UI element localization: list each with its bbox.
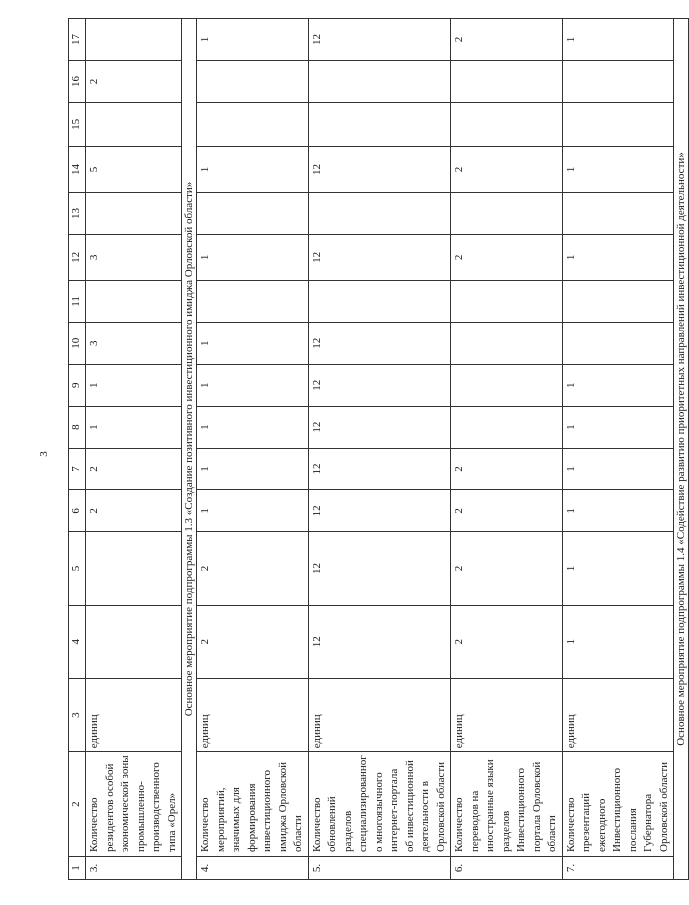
value-cell: 12 (308, 19, 451, 61)
value-cell (308, 102, 451, 146)
value-cell: 1 (197, 364, 309, 406)
value-cell: 1 (562, 532, 674, 605)
unit-cell: единиц (451, 678, 563, 751)
value-cell (197, 102, 309, 146)
header-cell: 8 (69, 406, 86, 448)
value-cell: 1 (562, 490, 674, 532)
value-cell: 2 (197, 532, 309, 605)
value-cell: 12 (308, 490, 451, 532)
value-cell (197, 192, 309, 234)
header-cell: 5 (69, 532, 86, 605)
value-cell (562, 322, 674, 364)
value-cell: 1 (562, 364, 674, 406)
value-cell (308, 192, 451, 234)
table-row (197, 19, 309, 880)
value-cell: 1 (562, 448, 674, 490)
value-cell (86, 192, 182, 234)
indicator-name: Количество презентаций ежегодного Инвестиционного послания Губернатора Орловской области (562, 752, 674, 857)
value-cell: 2 (451, 532, 563, 605)
value-cell (86, 605, 182, 678)
value-cell: 1 (86, 364, 182, 406)
value-cell: 12 (308, 322, 451, 364)
value-cell (86, 19, 182, 61)
value-cell: 1 (197, 448, 309, 490)
value-cell (451, 61, 563, 103)
header-row (69, 19, 86, 880)
value-cell: 12 (308, 406, 451, 448)
header-cell: 11 (69, 280, 86, 322)
indicator-name: Количество резидентов особой экономической зоны промышленно-производственного типа «Орел» (86, 752, 182, 857)
section-row (674, 19, 689, 880)
rotated-table-container (68, 18, 687, 880)
value-cell (562, 102, 674, 146)
header-cell: 4 (69, 605, 86, 678)
value-cell: 2 (197, 605, 309, 678)
header-cell: 2 (69, 752, 86, 857)
value-cell (308, 61, 451, 103)
indicator-name: Количество обновлений разделов специализированного многоязычного интернет-портала об инвестиционной деятельности в Орловской области (308, 752, 451, 857)
header-cell: 7 (69, 448, 86, 490)
header-cell: 6 (69, 490, 86, 532)
value-cell: 1 (562, 146, 674, 192)
section-heading: Основное мероприятие подпрограммы 1.4 «Содействие развитию приоритетных направлений инвестиционной деятельности» (674, 19, 689, 880)
value-cell: 2 (86, 61, 182, 103)
value-cell: 12 (308, 448, 451, 490)
row-number: 4. (197, 856, 309, 879)
value-cell: 5 (86, 146, 182, 192)
page-number: 3 (38, 451, 50, 457)
table-row (562, 19, 674, 880)
row-number: 6. (451, 856, 563, 879)
value-cell: 2 (86, 448, 182, 490)
value-cell: 2 (451, 146, 563, 192)
indicator-name: Количество переводов на иностранные языки разделов Инвестиционного портала Орловской области (451, 752, 563, 857)
row-number: 7. (562, 856, 674, 879)
value-cell: 2 (86, 490, 182, 532)
header-cell: 13 (69, 192, 86, 234)
value-cell: 12 (308, 234, 451, 280)
unit-cell: единиц (86, 678, 182, 751)
value-cell (451, 102, 563, 146)
value-cell: 2 (451, 234, 563, 280)
value-cell (86, 280, 182, 322)
value-cell: 1 (197, 322, 309, 364)
row-number: 5. (308, 856, 451, 879)
value-cell (451, 192, 563, 234)
value-cell (562, 61, 674, 103)
header-cell: 12 (69, 234, 86, 280)
value-cell: 1 (197, 234, 309, 280)
indicator-name: Количество мероприятий, значимых для формирования инвестиционного имиджа Орловской области (197, 752, 309, 857)
header-cell: 16 (69, 61, 86, 103)
unit-cell: единиц (308, 678, 451, 751)
value-cell: 12 (308, 605, 451, 678)
value-cell (197, 280, 309, 322)
value-cell (562, 192, 674, 234)
value-cell: 12 (308, 532, 451, 605)
value-cell (451, 364, 563, 406)
value-cell (562, 280, 674, 322)
value-cell (451, 406, 563, 448)
header-cell: 3 (69, 678, 86, 751)
table-row (308, 19, 451, 880)
value-cell: 2 (451, 605, 563, 678)
value-cell (197, 61, 309, 103)
header-cell: 1 (69, 856, 86, 879)
value-cell: 1 (86, 406, 182, 448)
header-cell: 10 (69, 322, 86, 364)
value-cell: 3 (86, 322, 182, 364)
unit-cell: единиц (197, 678, 309, 751)
value-cell: 2 (451, 490, 563, 532)
value-cell: 1 (197, 406, 309, 448)
value-cell: 1 (197, 146, 309, 192)
value-cell (451, 280, 563, 322)
value-cell: 2 (451, 448, 563, 490)
value-cell: 1 (197, 490, 309, 532)
value-cell (86, 532, 182, 605)
section-heading: Основное мероприятие подпрограммы 1.3 «Создание позитивного инвестиционного имиджа Орловской области» (182, 19, 197, 880)
header-cell: 14 (69, 146, 86, 192)
row-number: 3. (86, 856, 182, 879)
value-cell (451, 322, 563, 364)
value-cell: 1 (562, 19, 674, 61)
table-row (451, 19, 563, 880)
unit-cell: единиц (562, 678, 674, 751)
header-cell: 9 (69, 364, 86, 406)
value-cell (308, 280, 451, 322)
value-cell (86, 102, 182, 146)
table-row (86, 19, 182, 880)
section-row (182, 19, 197, 880)
value-cell: 2 (451, 19, 563, 61)
value-cell: 1 (562, 406, 674, 448)
value-cell: 1 (197, 19, 309, 61)
value-cell: 1 (562, 605, 674, 678)
value-cell: 3 (86, 234, 182, 280)
header-cell: 15 (69, 102, 86, 146)
value-cell: 12 (308, 364, 451, 406)
header-cell: 17 (69, 19, 86, 61)
value-cell: 1 (562, 234, 674, 280)
indicators-table (68, 18, 689, 880)
value-cell: 12 (308, 146, 451, 192)
